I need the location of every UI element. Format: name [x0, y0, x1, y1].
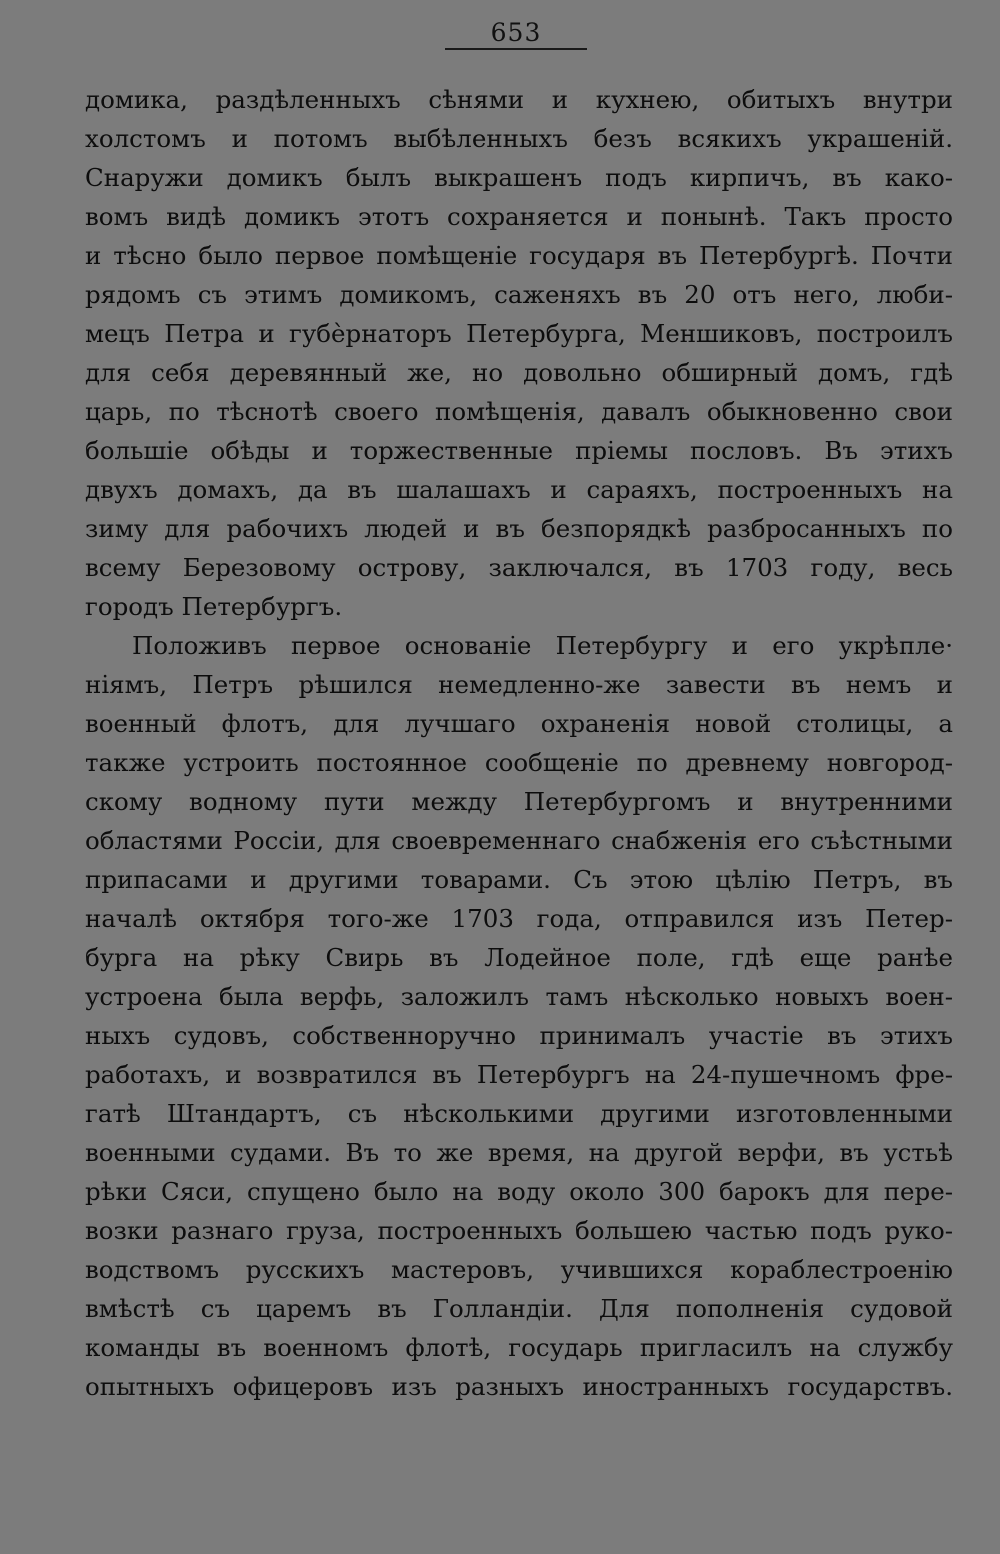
page-number: 653 [490, 18, 542, 47]
text-line: возки разнаго груза, построенныхъ большею частью подъ руко- [85, 1216, 953, 1245]
text-line: военными судами. Въ то же время, на другой верфи, въ устьѣ [85, 1138, 953, 1167]
text-line: также устроить постоянное сообщеніе по древнему новгород- [85, 748, 953, 777]
text-line: вмѣстѣ съ царемъ въ Голландіи. Для пополненія судовой [85, 1294, 953, 1323]
text-line: зиму для рабочихъ людей и въ безпорядкѣ разбросанныхъ по [85, 514, 953, 543]
text-line: рѣки Сяси, спущено было на воду около 300 барокъ для пере- [85, 1177, 953, 1206]
text-line: военный флотъ, для лучшаго охраненія новой столицы, а [85, 709, 953, 738]
text-line: Положивъ первое основаніе Петербургу и его укрѣпле· [132, 631, 953, 660]
text-line: мецъ Петра и губѐрнаторъ Петербурга, Меншиковъ, построилъ [85, 319, 953, 348]
text-line: началѣ октября того-же 1703 года, отправился изъ Петер- [85, 904, 953, 933]
text-line: двухъ домахъ, да въ шалашахъ и сараяхъ, построенныхъ на [85, 475, 953, 504]
text-line: работахъ, и возвратился въ Петербургъ на 24-пушечномъ фре- [85, 1060, 953, 1089]
text-line: большіе обѣды и торжественные пріемы пословъ. Въ этихъ [85, 436, 953, 465]
text-line: холстомъ и потомъ выбѣленныхъ безъ всякихъ украшеній. [85, 124, 953, 153]
text-line: городъ Петербургъ. [85, 592, 343, 621]
text-line: опытныхъ офицеровъ изъ разныхъ иностранныхъ государствъ. [85, 1372, 953, 1401]
text-line: царь, по тѣснотѣ своего помѣщенія, давалъ обыкновенно свои [85, 397, 953, 426]
text-line: команды въ военномъ флотѣ, государь пригласилъ на службу [85, 1333, 953, 1362]
text-line: рядомъ съ этимъ домикомъ, саженяхъ въ 20 отъ него, люби- [85, 280, 953, 309]
paragraph-1 [85, 80, 953, 626]
text-line: ніямъ, Петръ рѣшился немедленно-же завести въ немъ и [85, 670, 953, 699]
text-line: гатѣ Штандартъ, съ нѣсколькими другими изготовленными [85, 1099, 953, 1128]
text-line: водствомъ русскихъ мастеровъ, учившихся кораблестроенію [85, 1255, 953, 1284]
paragraph-2 [85, 626, 953, 1406]
text-line: устроена была верфь, заложилъ тамъ нѣсколько новыхъ воен- [85, 982, 953, 1011]
text-line: бурга на рѣку Свирь въ Лодейное поле, гдѣ еще ранѣе [85, 943, 953, 972]
text-line: областями Россіи, для своевременнаго снабженія его съѣстными [85, 826, 953, 855]
body-text [85, 80, 953, 1406]
text-line: ныхъ судовъ, собственноручно принималъ участіе въ этихъ [85, 1021, 953, 1050]
text-line: и тѣсно было первое помѣщеніе государя въ Петербургѣ. Почти [85, 241, 953, 270]
text-line: для себя деревянный же, но довольно обширный домъ, гдѣ [85, 358, 953, 387]
text-line: Снаружи домикъ былъ выкрашенъ подъ кирпичъ, въ како- [85, 163, 953, 192]
text-line: всему Березовому острову, заключался, въ 1703 году, весь [85, 553, 953, 582]
text-line: вомъ видѣ домикъ этотъ сохраняется и понынѣ. Такъ просто [85, 202, 953, 231]
text-line: припасами и другими товарами. Съ этою цѣлію Петръ, въ [85, 865, 953, 894]
page-number-rule [445, 48, 587, 50]
text-line: домика, раздѣленныхъ сѣнями и кухнею, обитыхъ внутри [85, 85, 953, 114]
text-line: скому водному пути между Петербургомъ и внутренними [85, 787, 953, 816]
